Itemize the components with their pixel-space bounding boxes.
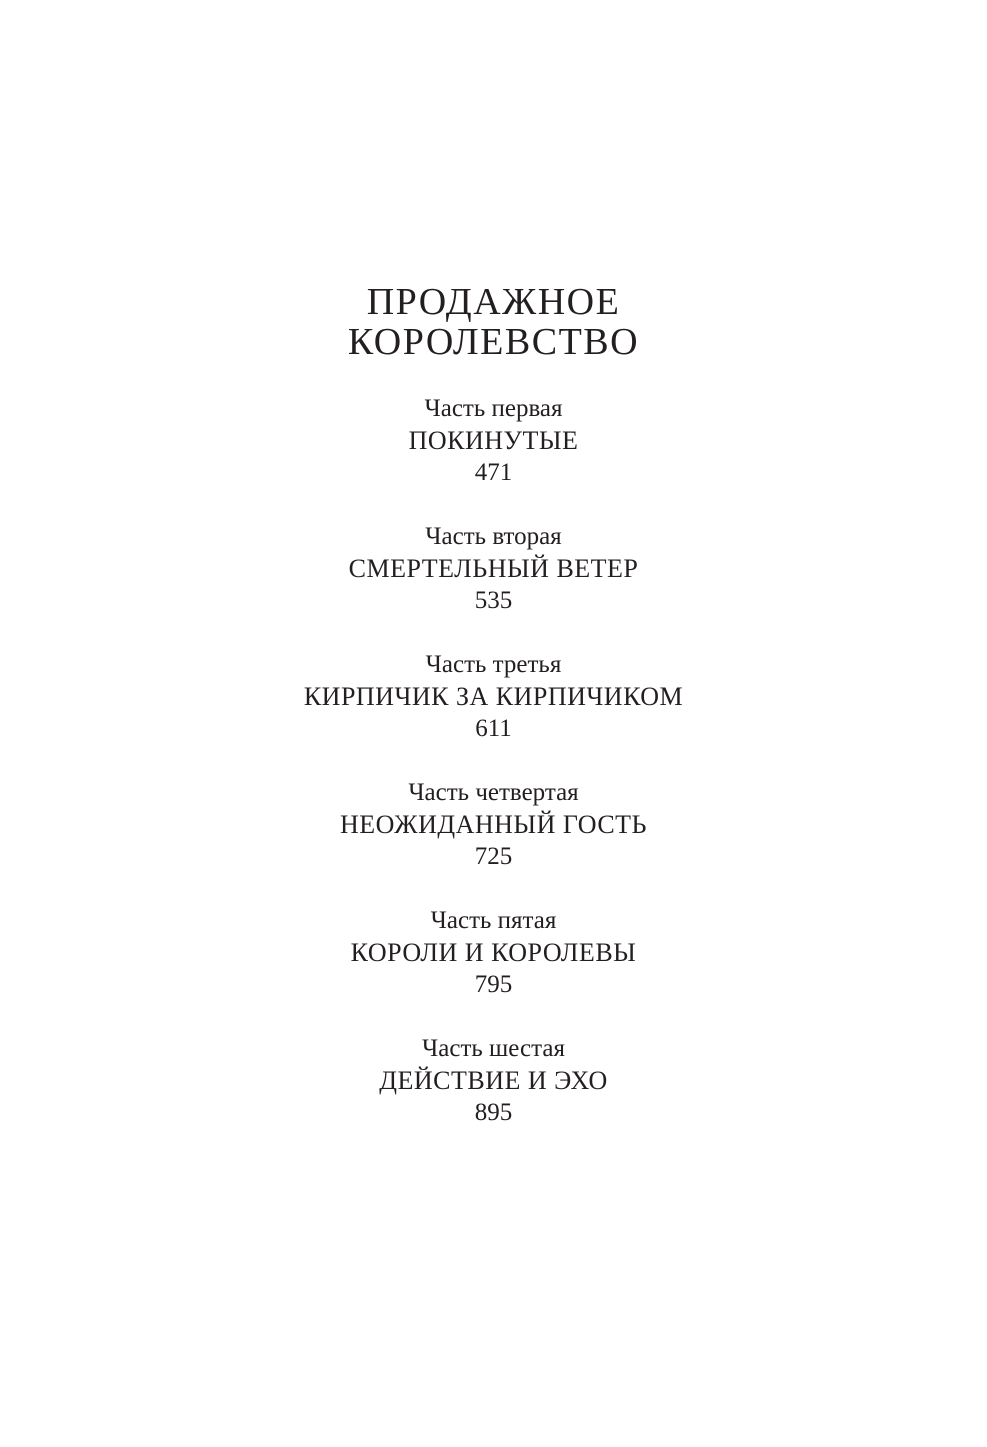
part-page-number: 471 xyxy=(474,459,513,486)
part-page-number: 611 xyxy=(475,715,512,742)
toc-entry-part-5[interactable] xyxy=(0,905,987,1033)
toc-entry-part-3[interactable] xyxy=(0,649,987,777)
part-label: Часть четвертая xyxy=(408,779,579,806)
part-page-number: 795 xyxy=(474,971,513,998)
part-title: КИРПИЧИК ЗА КИРПИЧИКОМ xyxy=(303,682,684,711)
book-title-line-1: ПРОДАЖНОЕ xyxy=(366,281,621,323)
toc-entry-part-6[interactable] xyxy=(0,1033,987,1161)
book-title-line-2: КОРОЛЕВСТВО xyxy=(347,321,640,363)
toc-entry-part-4[interactable] xyxy=(0,777,987,905)
table-of-contents xyxy=(0,393,987,1161)
part-page-number: 535 xyxy=(474,587,513,614)
part-label: Часть третья xyxy=(425,651,562,678)
part-label: Часть пятая xyxy=(430,907,557,934)
part-label: Часть вторая xyxy=(425,523,562,550)
part-title: ПОКИНУТЫЕ xyxy=(408,426,579,455)
part-label: Часть шестая xyxy=(422,1035,565,1062)
part-title: ДЕЙСТВИЕ И ЭХО xyxy=(379,1066,608,1095)
part-page-number: 895 xyxy=(474,1099,513,1126)
part-title: СМЕРТЕЛЬНЫЙ ВЕТЕР xyxy=(348,554,639,583)
toc-entry-part-2[interactable] xyxy=(0,521,987,649)
part-label: Часть первая xyxy=(424,395,563,422)
part-page-number: 725 xyxy=(474,843,513,870)
part-title: НЕОЖИДАННЫЙ ГОСТЬ xyxy=(339,810,647,839)
toc-entry-part-1[interactable] xyxy=(0,393,987,521)
part-title: КОРОЛИ И КОРОЛЕВЫ xyxy=(350,938,637,967)
